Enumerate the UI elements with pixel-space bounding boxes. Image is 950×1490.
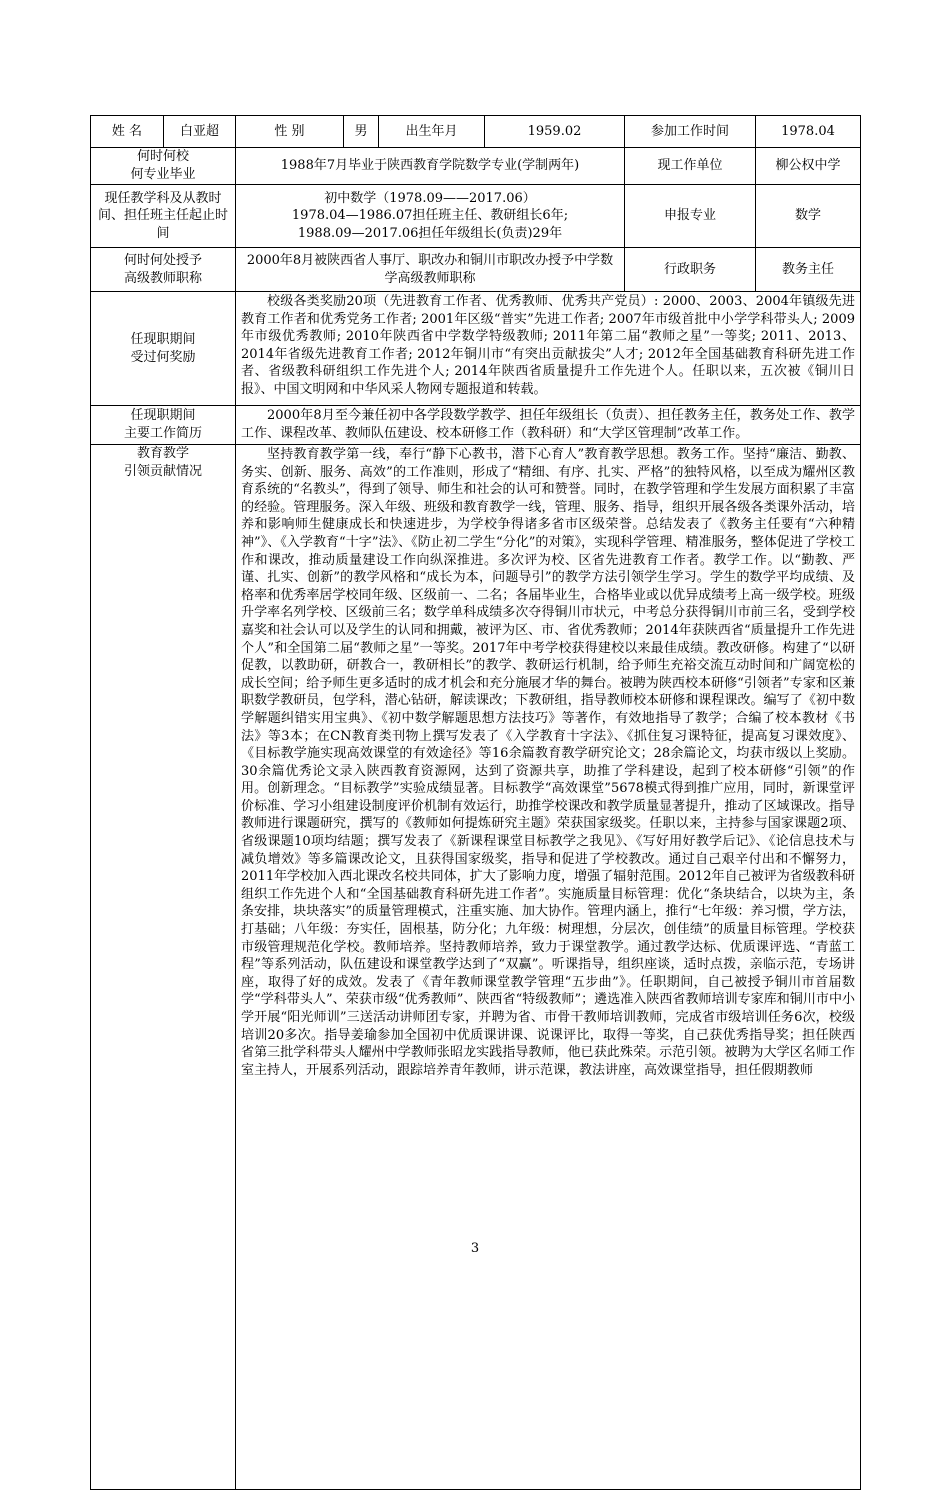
title-row: [91, 248, 861, 292]
contribution-text: 坚持教育教学第一线，奉行“静下心教书，潜下心育人”教育教学思想。教务工作。坚持“廉洁、勤教、务实、创新、服务、高效”的工作准则，形成了“精细、有序、扎实、严格”的独特风格，以至成为耀州区教育系统的“名教头”，得到了领导、师生和社会的认可和赞誉。同时，在教学管理和学生发展方面积累了丰富的经验。管理服务。深入年级、班级和教育教学一线，管理、服务、指导，组织开展各级各类课外活动，培养和影响师生健康成长和快速进步，为学校争得诸多省市区级荣誉。总结发表了《教务主任要有“六种精神”》、《入学教育“十字”法》、《防止初二学生“分化”的对策》，实现科学管理、精准服务，整体促进了学校工作和课改，推动质量建设工作向纵深推进。多次评为校、区省先进教育工作者。教学工作。以“勤教、严谨、扎实、创新”的教学风格和“成长为本，问题导引”的教学方法引领学生学习。学生的数学平均成绩、及格率和优秀率居学校同年级、区级前一、二名；各届毕业生，合格毕业或以优异成绩考上高一级学校。班级升学率名列学校、区级前三名；数学单科成绩多次夺得铜川市状元，中考总分获得铜川市前三名，受到学校嘉奖和社会认可以及学生的认同和拥戴，被评为区、市、省优秀教师；2014年获陕西省“质量提升工作先进个人”和全国第二届“教师之星”一等奖。2017年中考学校获得建校以来最佳成绩。教改研修。构建了“以研促教，以教助研，研教合一，教研相长”的教学、教研运行机制，给予师生充裕交流互动时间和广阔宽松的成长空间；给予师生更多适时的成才机会和充分施展才华的舞台。被聘为陕西校本研修“引领者”专家和区兼职数学教研员，包学科，潜心钻研，解读课改；下教研组，指导教师校本研修和课程课改。编写了《初中数学解题纠错实用宝典》、《初中数学解题思想方法技巧》等著作，有效地指导了教学；合编了校本教材《书法》等3本；在CN教育类刊物上撰写发表了《入学教育十字法》、《抓住复习课特征，提高复习课效度》、《目标教学施实现高效课堂的有效途径》等16余篇教育教学研究论文；28余篇论文，均获市级以上奖励。30余篇优秀论文录入陕西教育资源网，达到了资源共享，助推了学科建设，起到了校本研修“引领”的作用。创新理念。“目标教学”实验成绩显著。目标教学“高效课堂”5678模式得到推广应用，同时，新课堂评价标准、学习小组建设制度评价机制有效运行，助推学校课改和教学质量显著提升，推动了区域课改。指导教师进行课题研究，撰写的《教师如何提炼研究主题》荣获国家级奖。任职以来，主持参与国家课题2项、省级课题10项均结题；撰写发表了《新课程课堂目标教学之我见》、《写好用好教学后记》、《论信息技术与减负增效》等多篇课改论文，且获得国家级奖，指导和促进了学校教改。通过自己艰辛付出和不懈努力，2011年学校加入西北课改名校共同体，扩大了影响力度，增强了辐射范围。2012年自己被评为省级教科研组织工作先进个人和“全国基础教育科研先进工作者”。实施质量目标管理：优化“条块结合，以块为主，条条安排，块块落实”的质量管理模式，注重实施、加大协作。管理内涵上，推行“七年级：养习惯，学方法，打基础；八年级：夯实任，固根基，防分化；九年级：树理想，分层次，创佳绩”的质量目标管理。学校获市级管理规范化学校。教师培养。坚持教师培养，致力于课堂教学。通过教学达标、优质课评选、“青蓝工程”等系列活动，队伍建设和课堂教学达到了“双赢”。听课指导，组织座谈，适时点拨，亲临示范，专场讲座，取得了好的成效。发表了《青年教师课堂教学管理“五步曲”》。任职期间，自己被授予铜川市首届数学“学科带头人”、荣获市级“优秀教师”、陕西省“特级教师”；遴选准入陕西省教师培训专家库和铜川市中小学开展“阳光师训”三送活动讲师团专家，并聘为省、市骨干教师培训教师，完成省市级培训任务6次，校级培训20多次。指导姜瑜参加全国初中优质课讲课、说课评比，取得一等奖，自己获优秀指导奖；担任陕西省第三批学科带头人耀州中学教师张昭龙实践指导教师，他已获此殊荣。示范引领。被聘为大学区名师工作室主持人，开展系列活动，跟踪培养青年教师，讲示范课，教法讲座，高效课堂指导，担任假期教师: [236, 445, 861, 1490]
contribution-row: [91, 445, 861, 1490]
contribution-label: 教育教学 引领贡献情况: [91, 445, 236, 1490]
birth-label: 出生年月: [379, 116, 485, 148]
graduation-value: 1988年7月毕业于陕西教育学院数学专业(学制两年): [236, 148, 625, 185]
name-label: 姓 名: [91, 116, 164, 148]
work-unit-value: 柳公权中学: [756, 148, 861, 185]
subject-value: 初中数学（1978.09——2017.06） 1978.04—1986.07担任班主任、教研组长6年; 1988.09—2017.06担任年级组长(负责)29年: [236, 185, 625, 248]
basic-info-row: [91, 116, 861, 148]
graduation-row: [91, 148, 861, 185]
birth-value: 1959.02: [485, 116, 625, 148]
apply-major-label: 申报专业: [625, 185, 756, 248]
resume-text: 2000年8月至今兼任初中各学段数学教学、担任年级组长（负责）、担任教务主任，教务处工作、教学工作、课程改革、教师队伍建设、校本研修工作（教科研）和“大学区管理制”改革工作。: [236, 406, 861, 445]
work-unit-label: 现工作单位: [625, 148, 756, 185]
subject-row: [91, 185, 861, 248]
gender-label: 性 别: [236, 116, 344, 148]
application-form-table: [90, 115, 861, 1490]
resume-label: 任现职期间 主要工作简历: [91, 406, 236, 445]
graduation-label: 何时何校 何专业毕业: [91, 148, 236, 185]
gender-value: 男: [344, 116, 379, 148]
apply-major-value: 数学: [756, 185, 861, 248]
admin-post-value: 教务主任: [756, 248, 861, 292]
subject-label: 现任教学科及从教时间、担任班主任起止时间: [91, 185, 236, 248]
awards-label: 任现职期间 受过何奖励: [91, 292, 236, 406]
admin-post-label: 行政职务: [625, 248, 756, 292]
senior-title-label: 何时何处授予 高级教师职称: [91, 248, 236, 292]
resume-row: [91, 406, 861, 445]
work-start-value: 1978.04: [756, 116, 861, 148]
senior-title-value: 2000年8月被陕西省人事厅、职改办和铜川市职改办授予中学数学高级教师职称: [236, 248, 625, 292]
page-number: 3: [470, 1241, 480, 1256]
awards-text: 校级各类奖励20项（先进教育工作者、优秀教师、优秀共产党员）: 2000、2003、2004年镇级先进教育工作者和优秀党务工作者; 2001年区级“普实”先进工作者; 2007年市级首批中小学学科带头人; 2009年市级优秀教师; 2010年陕西省中学数学特级教师; 2011年第二届“教师之星”一等奖; 2011、2013、2014年省级先进教育工作者; 2012年铜川市“有突出贡献拔尖”人才; 2012年全国基础教育科研先进工作者、省级教科研组织工作先进个人; 2014年陕西省质量提升工作先进个人。任职以来，五次被《铜川日报》、中国文明网和中华风采人物网专题报道和转载。: [236, 292, 861, 406]
name-value: 白亚超: [164, 116, 236, 148]
awards-row: [91, 292, 861, 406]
work-start-label: 参加工作时间: [625, 116, 756, 148]
